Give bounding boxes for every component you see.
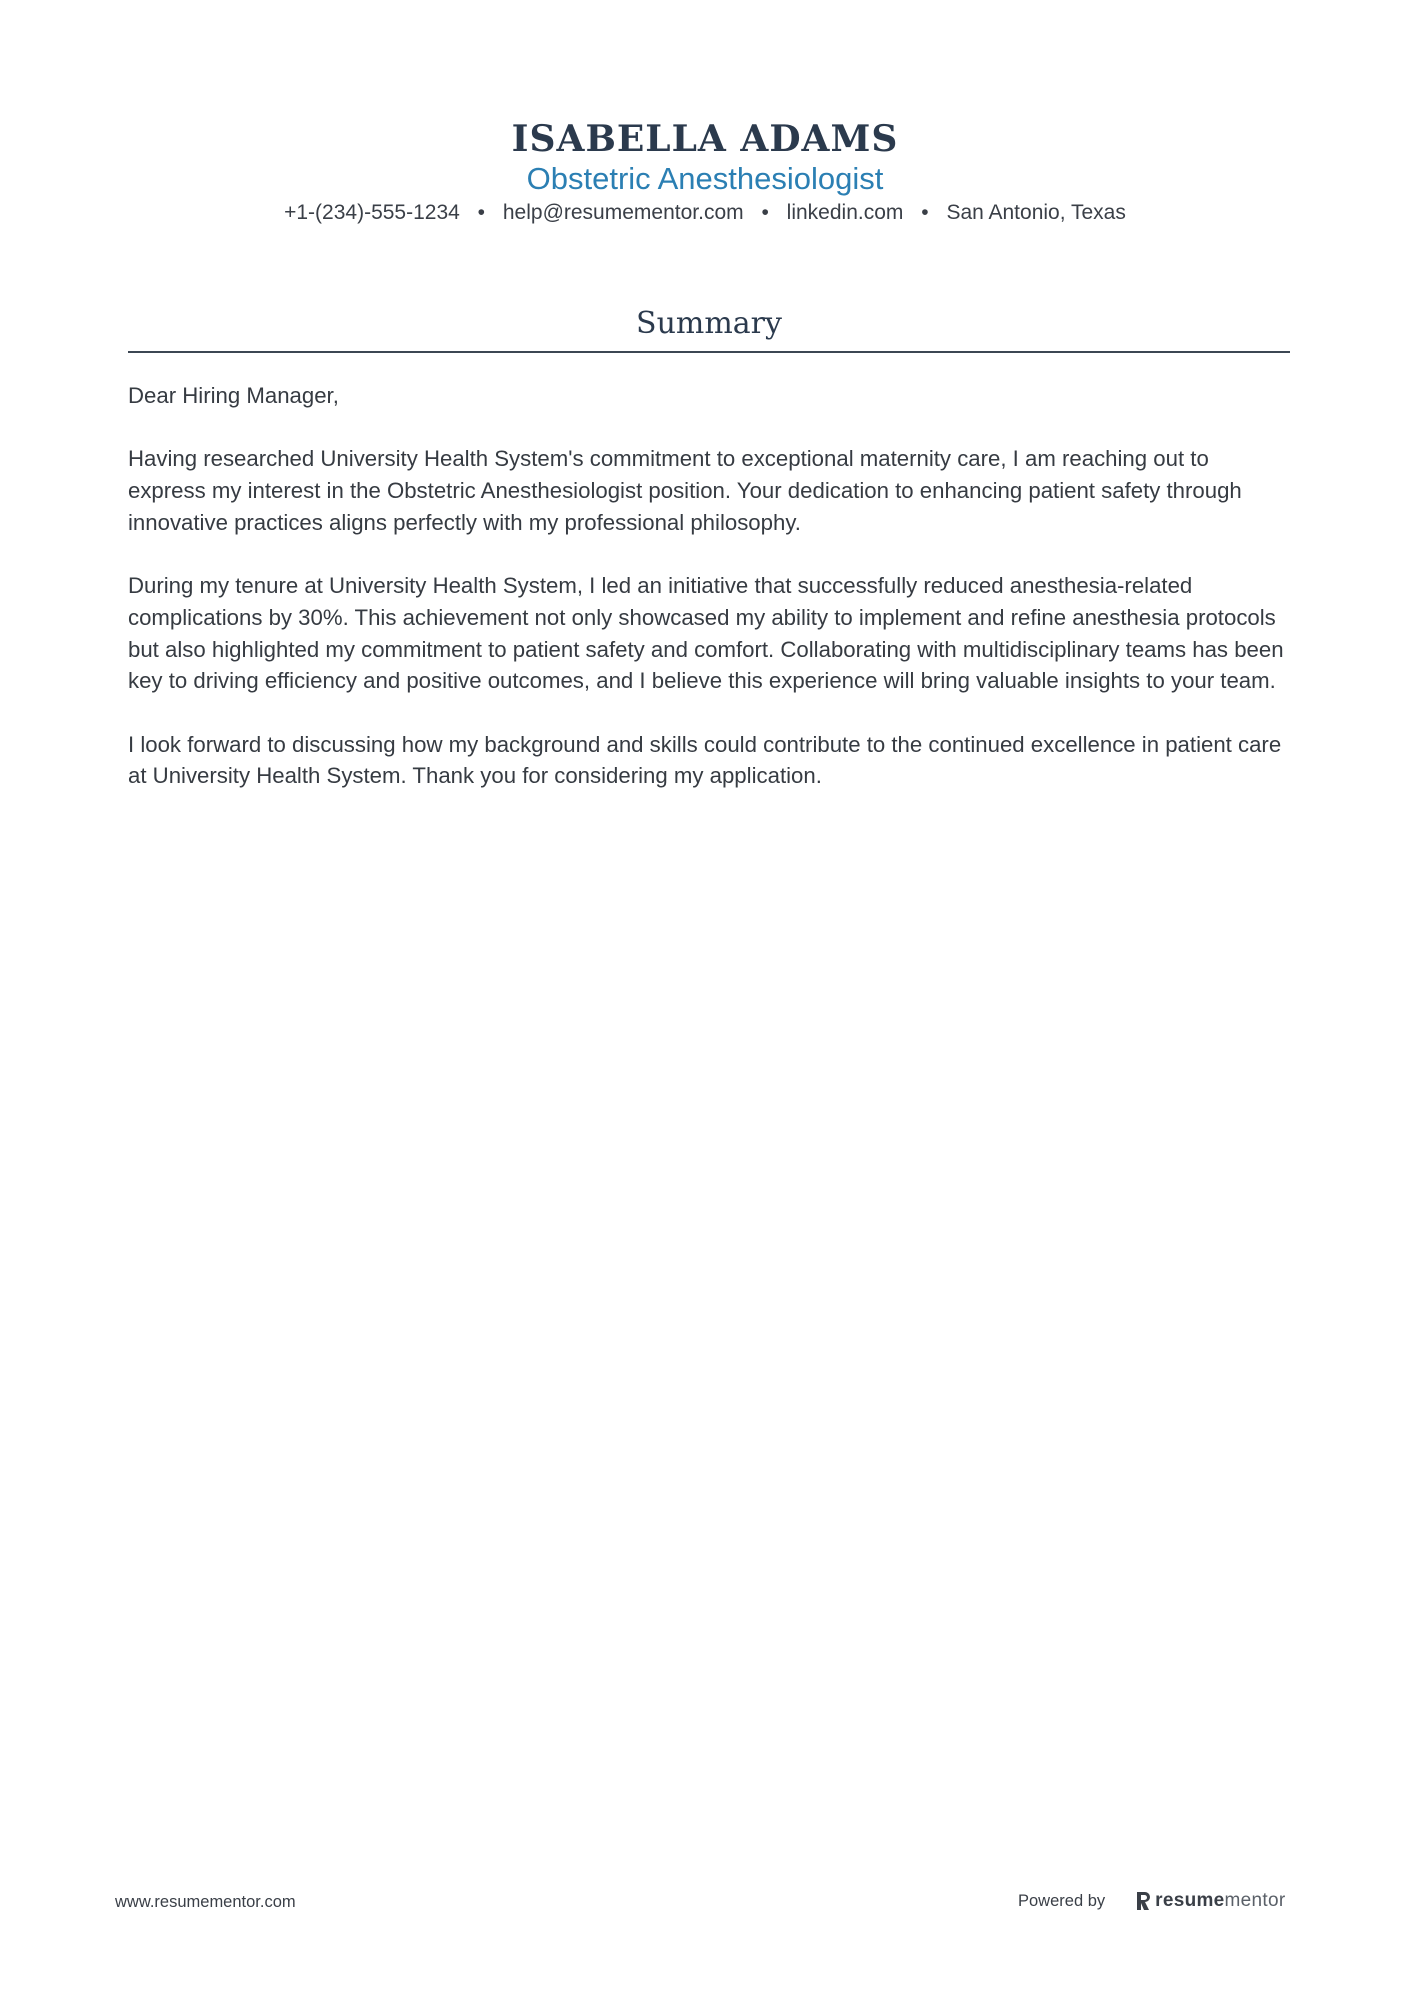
brand-wordmark <box>1155 1890 1285 1912</box>
letter-paragraph-1: Having researched University Health System's commitment to exceptional maternity care, I am reaching out to express my interest in the Obstetric Anesthesiologist position. Your dedication to enhancing patient safety through innovative practices aligns perfectly with my professional philosophy. <box>128 446 1242 535</box>
brand-logo[interactable] <box>1135 1890 1285 1912</box>
letter-greeting: Dear Hiring Manager, <box>128 383 339 408</box>
brand-wordmark-bold: resume <box>1155 1890 1225 1911</box>
letter-paragraph-2: During my tenure at University Health System, I led an initiative that successfully reduced anesthesia-related complications by 30%. This achievement not only showcased my ability to implement and refine anesthesia protocols but also highlighted my commitment to patient safety and comfort. Collaborating with multidisciplinary teams has been key to driving efficiency and positive outcomes, and I believe this experience will bring valuable insights to your team. <box>128 573 1284 694</box>
resumementor-logo-icon <box>1135 1891 1151 1911</box>
section-divider <box>128 351 1290 353</box>
footer-website[interactable]: www.resumementor.com <box>115 1893 296 1911</box>
contact-location: San Antonio, Texas <box>946 201 1126 224</box>
brand-wordmark-light: mentor <box>1224 1890 1286 1911</box>
footer-powered-by <box>1018 1890 1285 1912</box>
contact-line <box>0 198 1410 228</box>
letter-body <box>128 380 1290 824</box>
contact-separator: • <box>921 201 929 224</box>
contact-phone: +1-(234)-555-1234 <box>284 201 460 224</box>
header <box>0 116 1410 228</box>
contact-linkedin[interactable]: linkedin.com <box>786 201 904 224</box>
job-title: Obstetric Anesthesiologist <box>526 161 884 196</box>
contact-separator: • <box>477 201 486 224</box>
contact-separator: • <box>761 201 769 224</box>
contact-email[interactable]: help@resumementor.com <box>502 201 744 224</box>
section-title-summary: Summary <box>636 306 782 341</box>
letter-paragraph-3: I look forward to discussing how my background and skills could contribute to the continued excellence in patient care at University Health System. Thank you for considering my application. <box>128 731 1282 789</box>
powered-by-label: Powered by <box>1018 1891 1106 1910</box>
candidate-name: ISABELLA ADAMS <box>511 118 899 160</box>
